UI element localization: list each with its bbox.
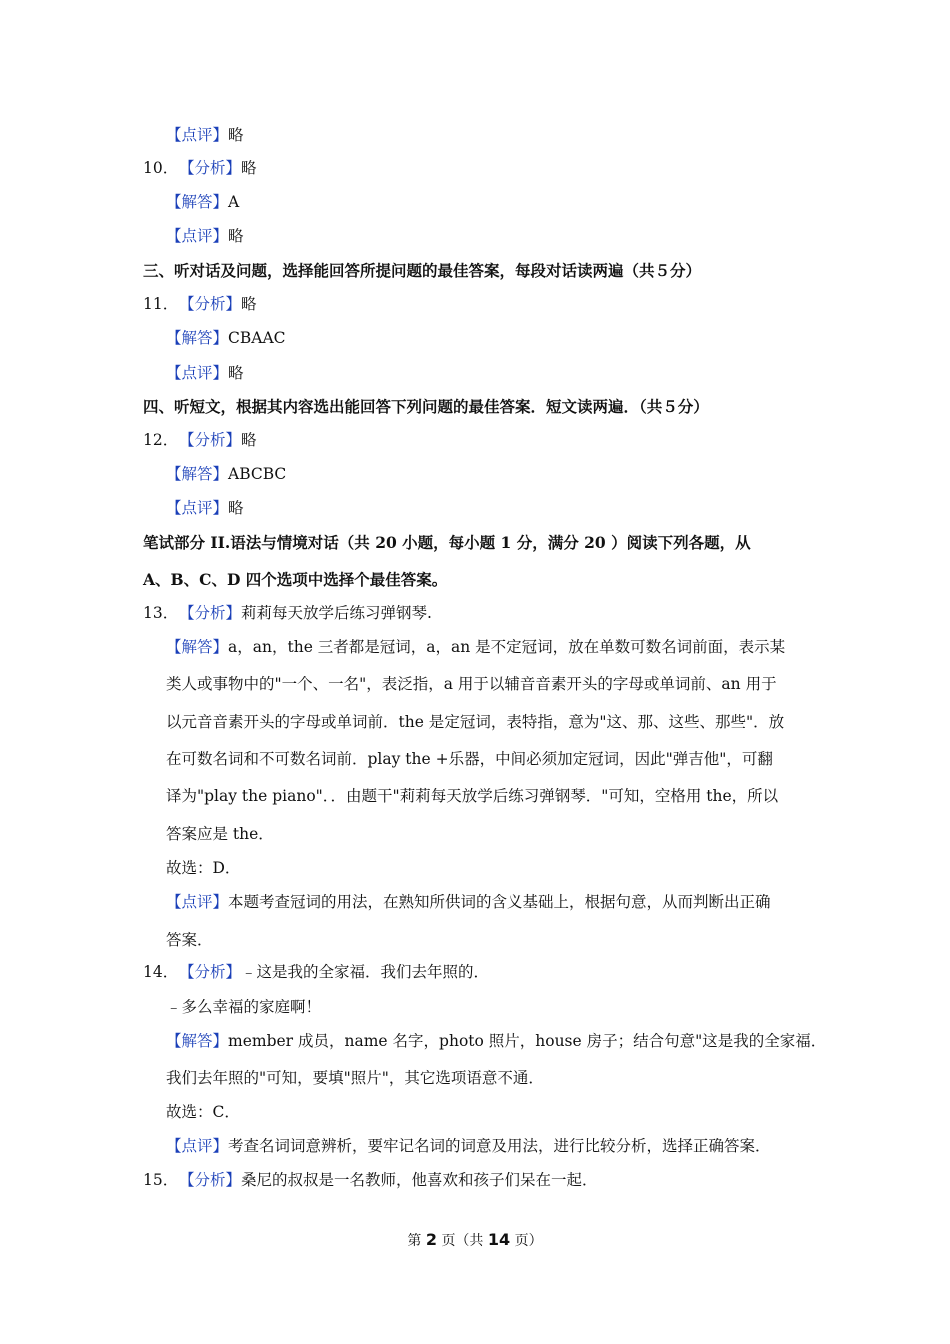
q10-answer: 【解答】A: [166, 193, 240, 211]
q11-comment: 【点评】略: [166, 364, 244, 382]
q13-answer-line1: 【解答】a，an，the 三者都是冠词，a，an 是不定冠词，放在单数可数名词前面，表示某: [166, 638, 786, 656]
section-3-heading: 三、听对话及问题，选择能回答所提问题的最佳答案，每段对话读两遍（共５分）: [143, 261, 702, 280]
written-section-heading-line1: 笔试部分 II.语法与情境对话（共 20 小题，每小题 1 分，满分 20 ）阅读下列各题，从: [143, 533, 751, 552]
section-4-heading: 四、听短文，根据其内容选出能回答下列问题的最佳答案．短文读两遍．（共５分）: [143, 397, 709, 416]
page-number: 2: [425, 1230, 437, 1249]
q13-analysis: 13．【分析】莉莉每天放学后练习弹钢琴.: [143, 604, 432, 622]
q12-analysis: 12．【分析】略: [143, 431, 257, 449]
q13-answer-line4: 在可数名词和不可数名词前．play the +乐器，中间必须加定冠词，因此"弹吉他"，可翻: [166, 750, 773, 768]
page-footer: 第 2 页（共 14 页）: [407, 1230, 543, 1249]
q14-answer-line1: 【解答】member 成员，name 名字，photo 照片，house 房子；结合句意"这是我的全家福．: [166, 1032, 827, 1050]
q14-choice: 故选：C．: [166, 1103, 240, 1121]
q13-comment-line2: 答案．: [166, 931, 213, 949]
q14-comment: 【点评】考查名词词意辨析，要牢记名词的词意及用法，进行比较分析，选择正确答案．: [166, 1137, 771, 1155]
q10-analysis: 10．【分析】略: [143, 159, 257, 177]
total-pages: 14: [487, 1230, 511, 1249]
q13-comment-line1: 【点评】本题考查冠词的用法，在熟知所供词的含义基础上，根据句意，从而判断出正确: [166, 893, 771, 911]
q11-answer: 【解答】CBAAC: [166, 329, 286, 347]
q15-analysis: 15．【分析】桑尼的叔叔是一名教师，他喜欢和孩子们呆在一起．: [143, 1171, 598, 1189]
q11-analysis: 11．【分析】略: [143, 295, 257, 313]
q12-comment: 【点评】略: [166, 499, 244, 517]
written-section-heading-line2: A、B、C、D 四个选项中选择个最佳答案。: [143, 570, 448, 589]
q13-choice: 故选：D．: [166, 859, 241, 877]
q13-answer-line3: 以元音音素开头的字母或单词前．the 是定冠词，表特指，意为"这、那、这些、那些"．放: [166, 713, 785, 731]
q12-answer: 【解答】ABCBC: [166, 465, 287, 483]
q13-answer-line2: 类人或事物中的"一个、一名"，表泛指，a 用于以辅音音素开头的字母或单词前、an 用于: [166, 675, 777, 693]
q13-answer-line5: 译为"play the piano"．．由题干"莉莉每天放学后练习弹钢琴．"可知，空格用 the，所以: [166, 787, 779, 805]
q14-analysis-line2: ﹣多么幸福的家庭啊！: [166, 998, 322, 1016]
q14-analysis: 14．【分析】﹣这是我的全家福．我们去年照的．: [143, 963, 490, 981]
q14-answer-line2: 我们去年照的"可知，要填"照片"，其它选项语意不通．: [166, 1069, 544, 1087]
q13-answer-line6: 答案应是 the．: [166, 825, 274, 843]
q9-comment: 【点评】略: [166, 126, 244, 144]
q10-comment: 【点评】略: [166, 227, 244, 245]
